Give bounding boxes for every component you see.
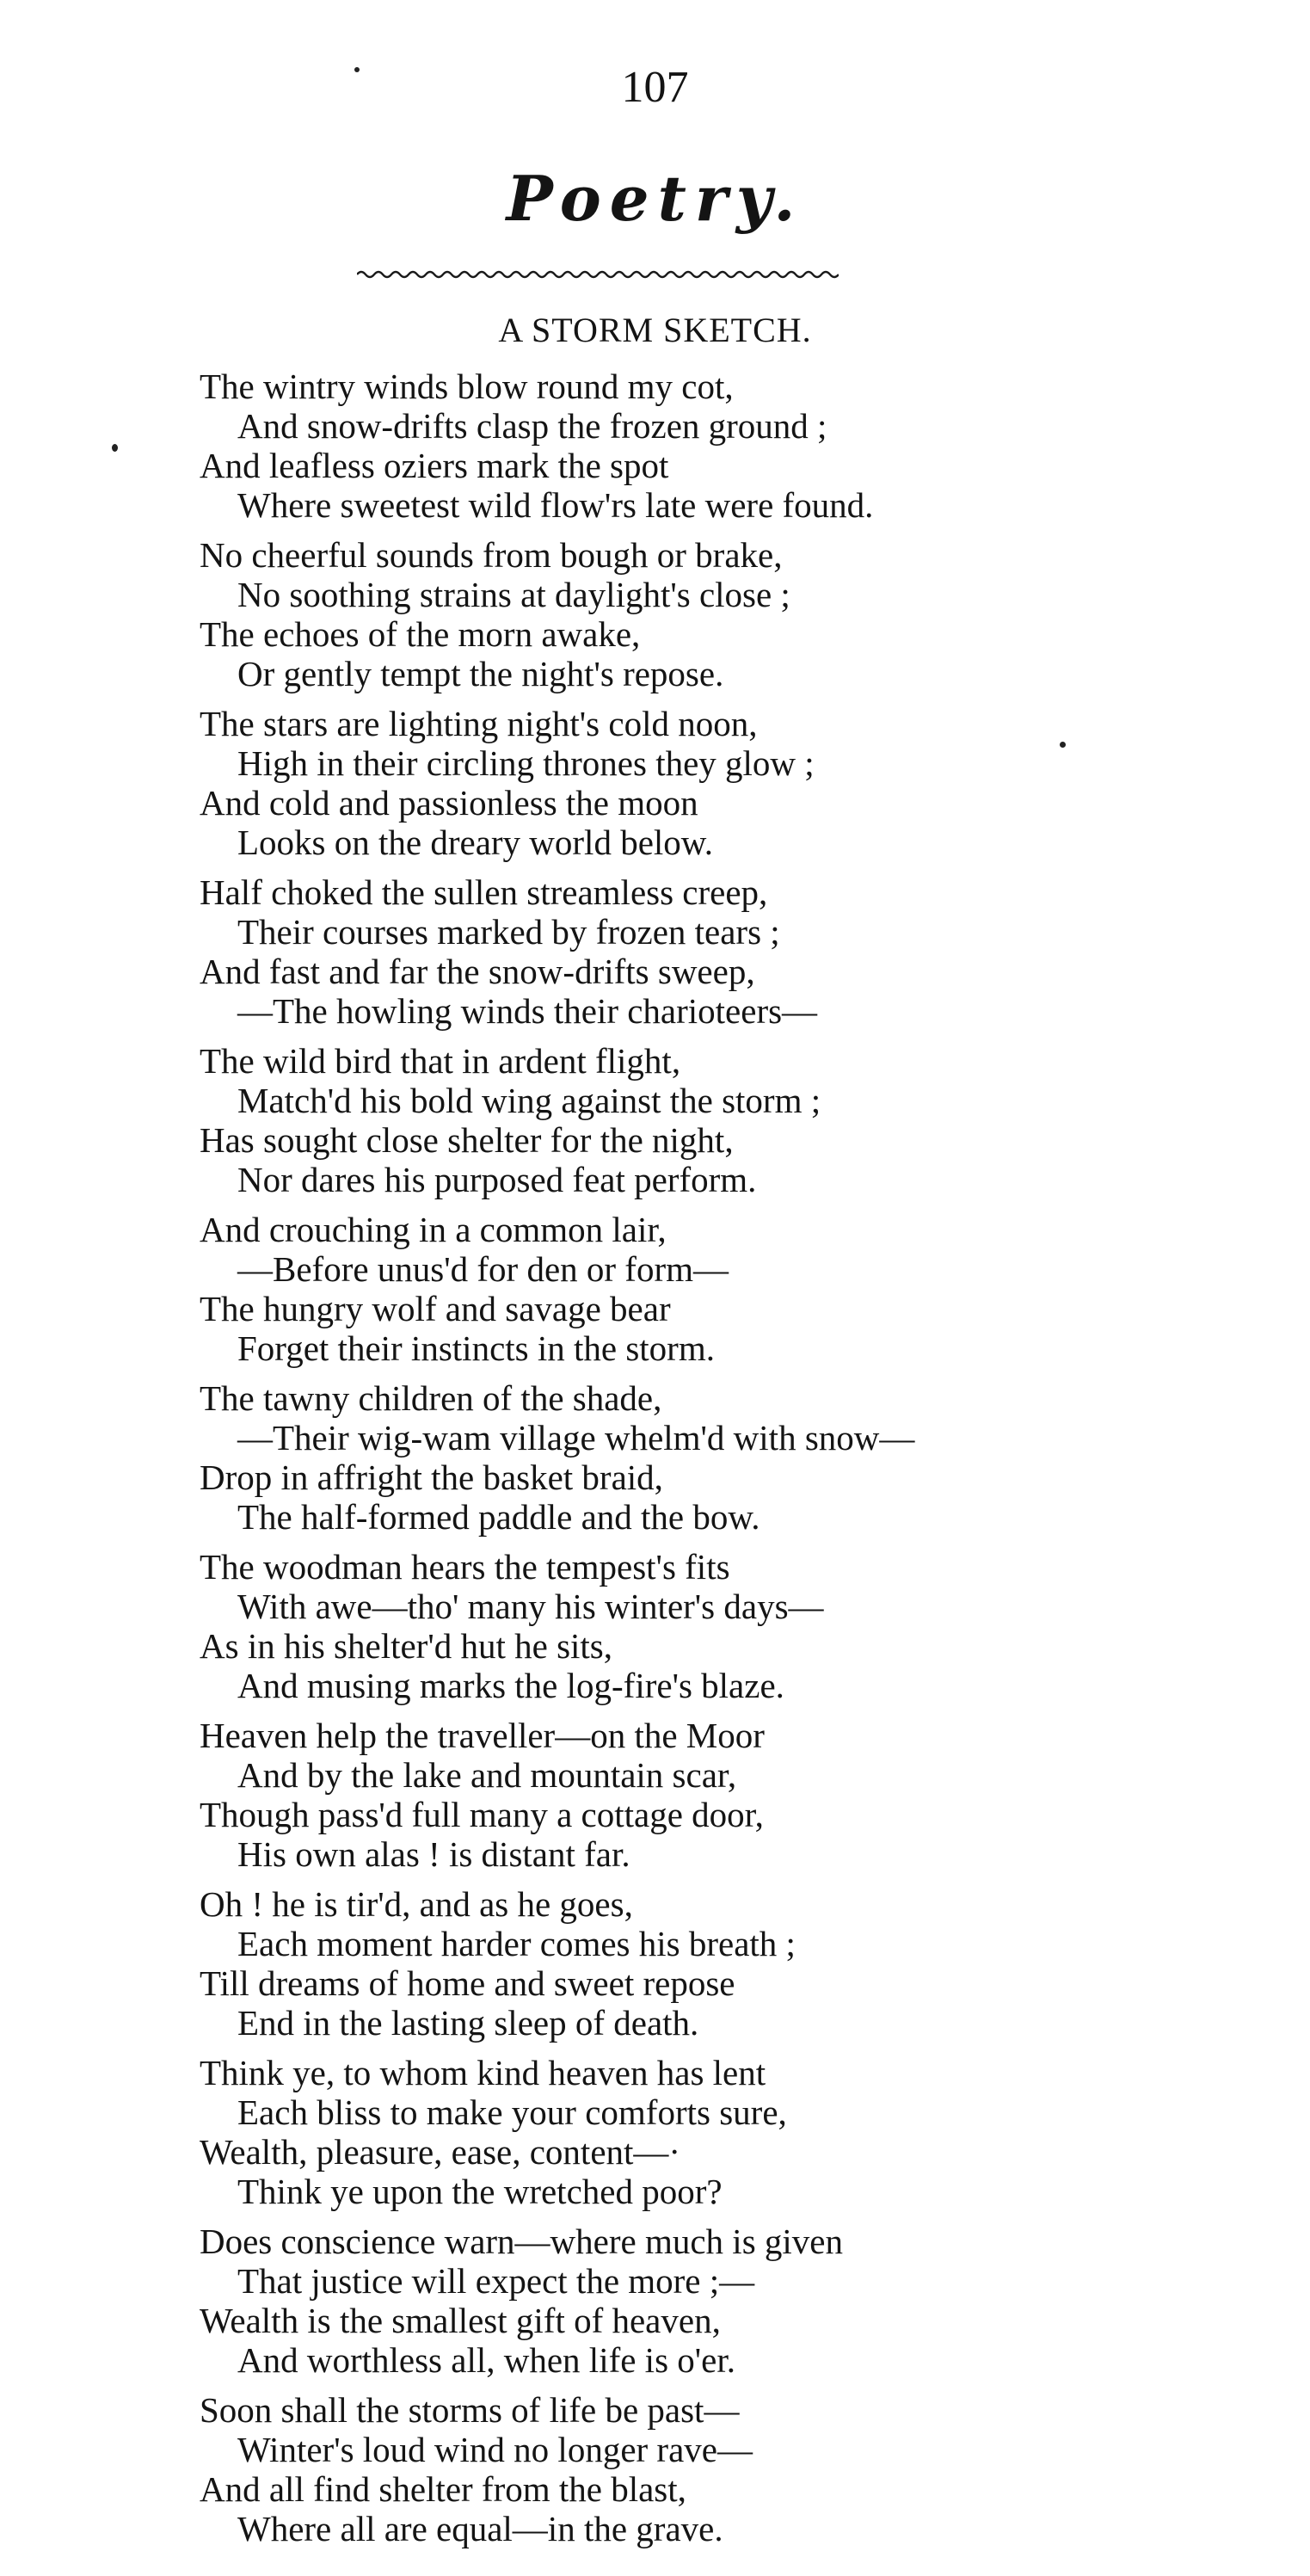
poem-line: Think ye, to whom kind heaven has lent (200, 2053, 766, 2092)
poem-line: And crouching in a common lair, (200, 1210, 667, 1249)
poem-line: Soon shall the storms of life be past— (200, 2390, 740, 2430)
poem-line: Where sweetest wild flow'rs late were found. (237, 485, 874, 525)
poem-line: No soothing strains at daylight's close ; (237, 575, 790, 614)
poem-line: The stars are lighting night's cold noon, (200, 704, 758, 743)
poem-line: Though pass'd full many a cottage door, (200, 1795, 764, 1834)
poem-line: His own alas ! is distant far. (237, 1834, 630, 1874)
poem-line: Their courses marked by frozen tears ; (237, 912, 780, 952)
poem-line: Oh ! he is tir'd, and as he goes, (200, 1884, 633, 1924)
stanza (200, 1884, 1215, 2043)
poem-line: Or gently tempt the night's repose. (237, 654, 724, 693)
stanza (200, 367, 1215, 525)
ink-speck (112, 444, 118, 452)
poem-line: End in the lasting sleep of death. (237, 2003, 699, 2043)
poem-line: —Their wig-wam village whelm'd with snow— (237, 1418, 915, 1457)
poem-line: Has sought close shelter for the night, (200, 1120, 734, 1160)
poem-line: Wealth, pleasure, ease, content—· (200, 2132, 681, 2172)
poem-line: No cheerful sounds from bough or brake, (200, 535, 783, 575)
poem-line: The wintry winds blow round my cot, (200, 367, 734, 406)
poem-line: Nor dares his purposed feat perform. (237, 1160, 757, 1199)
poem-line: And musing marks the log-fire's blaze. (237, 1666, 784, 1705)
poem-line: —Before unus'd for den or form— (237, 1249, 729, 1289)
stanza (200, 872, 1215, 1031)
poem-line: Where all are equal—in the grave. (237, 2509, 723, 2548)
poem-line: Think ye upon the wretched poor? (237, 2172, 723, 2211)
stanza (200, 1547, 1215, 1705)
poem-line: Drop in affright the basket braid, (200, 1457, 663, 1497)
poem-line: —The howling winds their charioteers— (237, 991, 818, 1031)
poem-title: A STORM SKETCH. (498, 311, 812, 349)
poem-line: Looks on the dreary world below. (237, 823, 713, 862)
poem-line: And by the lake and mountain scar, (237, 1755, 737, 1795)
poem-line: Each bliss to make your comforts sure, (237, 2092, 787, 2132)
poem-line: And leafless oziers mark the spot (200, 446, 669, 485)
poem-line: Does conscience warn—where much is given (200, 2222, 843, 2261)
section-title: Poetry. (506, 162, 804, 235)
poem-line: The half-formed paddle and the bow. (237, 1497, 760, 1537)
poem-line: And snow-drifts clasp the frozen ground ; (237, 406, 827, 446)
stanza (200, 1041, 1215, 1199)
poem-line: Half choked the sullen streamless creep, (200, 872, 768, 912)
poem-line: The hungry wolf and savage bear (200, 1289, 671, 1328)
stanza (200, 2222, 1215, 2380)
poem-line: Till dreams of home and sweet repose (200, 1963, 735, 2003)
stanza (200, 1378, 1215, 1537)
poem-line: The echoes of the morn awake, (200, 614, 641, 654)
stanza (200, 1210, 1215, 1368)
stanza (200, 535, 1215, 693)
poem-line: Wealth is the smallest gift of heaven, (200, 2301, 721, 2340)
poem-line: Each moment harder comes his breath ; (237, 1924, 796, 1963)
stanza (200, 2390, 1215, 2548)
poem-line: That justice will expect the more ;— (237, 2261, 755, 2301)
poem-line: The wild bird that in ardent flight, (200, 1041, 681, 1081)
poem-line: As in his shelter'd hut he sits, (200, 1626, 613, 1666)
poem-line: The tawny children of the shade, (200, 1378, 662, 1418)
page-number: 107 (621, 63, 689, 112)
poem-line: And all find shelter from the blast, (200, 2469, 686, 2509)
stanza (200, 2053, 1215, 2211)
poem-line: With awe—tho' many his winter's days— (237, 1587, 824, 1626)
poem-line: High in their circling thrones they glow ; (237, 743, 815, 783)
poem-line: And fast and far the snow-drifts sweep, (200, 952, 755, 991)
stanza (200, 704, 1215, 862)
poem-line: Match'd his bold wing against the storm ; (237, 1081, 821, 1120)
poem-line: And cold and passionless the moon (200, 783, 698, 823)
poem-line: And worthless all, when life is o'er. (237, 2340, 736, 2380)
poem-line: Heaven help the traveller—on the Moor (200, 1716, 765, 1755)
decorative-rule (357, 268, 839, 280)
poem-line: The woodman hears the tempest's fits (200, 1547, 730, 1587)
poem-line: Forget their instincts in the storm. (237, 1328, 715, 1368)
poem-line: Winter's loud wind no longer rave— (237, 2430, 753, 2469)
stanza (200, 1716, 1215, 1874)
poem-body (200, 367, 1215, 2559)
